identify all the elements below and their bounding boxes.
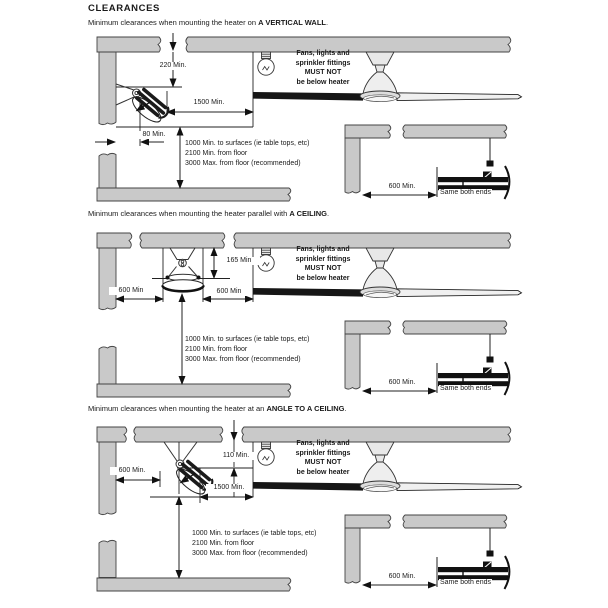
note-line: 3000 Max. from floor (recommended) (185, 159, 301, 167)
warning-line: Fans, lights and (296, 246, 350, 253)
wall (99, 540, 116, 577)
note-line: 2100 Min. from floor (185, 345, 248, 353)
warning-line: be below heater (296, 274, 350, 282)
wall (99, 442, 116, 515)
warning-line: Fans, lights and (296, 440, 350, 447)
dim-fittings-clearance: 600 Min (207, 288, 251, 296)
fittings-warning (281, 49, 365, 87)
same-both-ends-label: Same both ends (440, 579, 491, 586)
title-bold: A CEILING (289, 209, 327, 218)
dim-end-clearance: 600 Min. (380, 379, 424, 387)
dim-wall-clearance: 600 Min (109, 287, 153, 295)
floor-clearance-notes (185, 335, 310, 365)
note-line: 1000 Min. to surfaces (ie table tops, etc) (185, 336, 310, 343)
dim-fittings-clearance: 1500 Min. (186, 99, 232, 107)
title-bold: ANGLE TO A CEILING (266, 404, 345, 413)
title-period: . (344, 404, 347, 413)
ceiling (140, 233, 225, 248)
ceiling (134, 427, 223, 442)
note-line: 3000 Max. from floor (recommended) (185, 355, 301, 363)
dim-ceiling-clearance: 110 Min. (216, 452, 256, 460)
title-text: Minimum clearances when mounting the heater parallel with (88, 209, 290, 218)
warning-line: be below heater (296, 468, 350, 476)
wall (99, 52, 116, 125)
floor-clearance-notes (185, 139, 310, 169)
section-title-vertical-wall (88, 19, 328, 27)
floor (97, 188, 291, 201)
floor (97, 384, 291, 397)
fittings-warning (281, 245, 365, 283)
page-title: CLEARANCES (88, 3, 160, 14)
note-line: 1000 Min. to surfaces (ie table tops, etc) (192, 530, 317, 537)
ceiling (97, 233, 132, 248)
section-title-angle (88, 405, 347, 413)
ceiling (97, 427, 127, 442)
fittings-warning (281, 439, 365, 477)
note-line: 1000 Min. to surfaces (ie table tops, etc) (185, 140, 310, 147)
dim-end-clearance: 600 Min. (380, 573, 424, 581)
title-period: . (327, 209, 330, 218)
dim-wall-clearance: 80 Min. (134, 131, 174, 139)
dim-ceiling-clearance: 220 Min. (152, 62, 194, 70)
warning-line: sprinkler fittings (295, 255, 351, 263)
wall-mounted-heater (116, 84, 171, 127)
dim-end-clearance: 600 Min. (380, 183, 424, 191)
title-period: . (326, 18, 329, 27)
ceiling-mounted-heater (163, 248, 204, 291)
warning-line: MUST NOT (304, 459, 342, 467)
warning-line: MUST NOT (304, 265, 342, 273)
section-title-ceiling (88, 210, 329, 218)
wall (99, 153, 116, 188)
ceiling (234, 233, 511, 248)
dim-ceiling-clearance: 165 Min (218, 257, 260, 265)
note-line: 3000 Max. from floor (recommended) (192, 549, 308, 557)
title-text: Minimum clearances when mounting the heater on (88, 18, 259, 27)
warning-line: Fans, lights and (296, 50, 350, 57)
floor-clearance-notes (192, 529, 317, 559)
warning-line: sprinkler fittings (295, 59, 351, 67)
same-both-ends-label: Same both ends (440, 189, 491, 196)
warning-line: MUST NOT (304, 69, 342, 77)
floor (97, 578, 291, 591)
dim-wall-clearance: 600 Min. (110, 467, 154, 475)
title-text: Minimum clearances when mounting the heater at an (88, 404, 267, 413)
warning-line: be below heater (296, 78, 350, 86)
same-both-ends-label: Same both ends (440, 385, 491, 392)
wall (99, 248, 116, 310)
dim-fittings-clearance: 1500 Min. (206, 484, 252, 492)
wall (99, 346, 116, 384)
note-line: 2100 Min. from floor (185, 149, 248, 157)
title-bold: A VERTICAL WALL (258, 18, 327, 27)
warning-line: sprinkler fittings (295, 449, 351, 457)
ceiling (97, 37, 161, 52)
note-line: 2100 Min. from floor (192, 539, 255, 547)
